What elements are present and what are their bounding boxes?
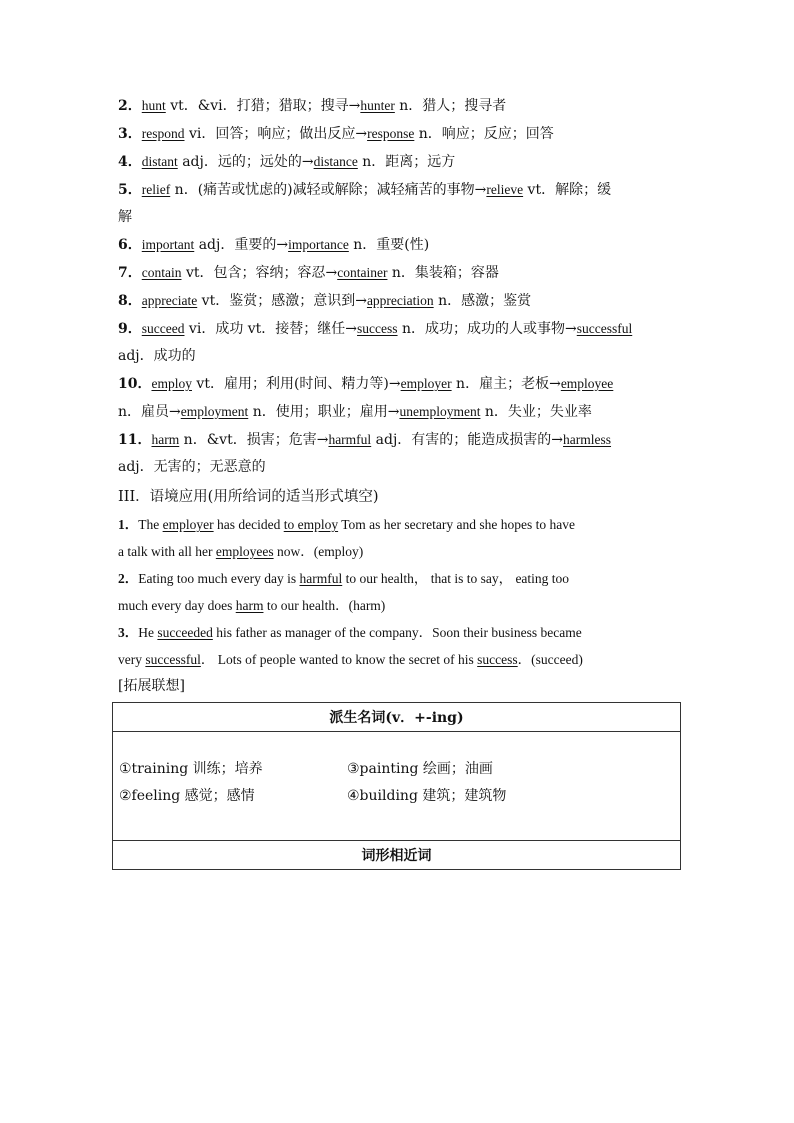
answer-blank: successful — [145, 652, 201, 667]
answer-blank: importance — [288, 237, 349, 252]
definition: vt．鉴赏；感激；意识到→ — [197, 293, 367, 309]
definition: adj．重要的→ — [194, 237, 289, 253]
definition: vt．包含；容纳；容忍→ — [181, 265, 338, 281]
definition: n．重要(性) — [348, 237, 430, 253]
answer-blank: success — [477, 652, 518, 667]
vocab-item-6 — [118, 231, 678, 259]
sentence-3-cont: very successful． Lots of people wanted to know the secret of his success．(succeed) — [118, 652, 583, 667]
definition: adj．远的；远处的→ — [177, 154, 314, 170]
answer-blank: employ — [151, 376, 192, 391]
table-body — [113, 732, 681, 841]
vocab-item-11 — [118, 426, 678, 454]
answer-blank: distant — [141, 154, 178, 169]
definition: n．&vt．损害；危害→ — [179, 432, 329, 448]
definition: n．集装箱；容器 — [387, 265, 499, 281]
vocab-item-10-cont — [118, 398, 678, 426]
answer-blank: harmless — [563, 432, 612, 447]
item-number: 5． — [118, 182, 142, 198]
vocab-item-5 — [118, 176, 678, 204]
vocab-item-3 — [118, 120, 678, 148]
answer-blank: harm — [235, 598, 264, 613]
table-column-right — [347, 756, 575, 810]
answer-blank: container — [337, 265, 388, 280]
vocab-item-7 — [118, 259, 678, 287]
definition: n．(痛苦或忧虑的)减轻或解除；减轻痛苦的事物→ — [170, 182, 487, 198]
answer-blank: important — [141, 237, 195, 252]
answer-blank: response — [367, 126, 415, 141]
item-number: 3． — [118, 126, 142, 142]
vocab-item-2 — [118, 92, 678, 120]
definition: 解 — [118, 209, 132, 225]
word-table — [112, 702, 681, 870]
definition: n．失业；失业率 — [480, 404, 592, 420]
definition: n．雇主；老板→ — [451, 376, 561, 392]
item-number: 11． — [118, 432, 152, 448]
sentence-3: 3．He succeeded his father as manager of the company．Soon their business became — [118, 625, 582, 640]
document-page — [118, 92, 678, 870]
list-item: ③painting 绘画；油画 — [347, 761, 493, 777]
answer-blank: harmful — [328, 432, 372, 447]
definition: vi．成功 vt．接替；继任→ — [184, 321, 358, 337]
item-number: 10． — [118, 376, 152, 392]
definition: adj．成功的 — [118, 348, 196, 364]
answer-blank: employment — [180, 404, 249, 419]
vocab-item-9-cont — [118, 343, 678, 370]
definition: n．使用；职业；雇用→ — [248, 404, 400, 420]
vocab-item-8 — [118, 287, 678, 315]
extension-label: [拓展联想] — [118, 678, 185, 694]
list-item: ②feeling 感觉；感情 — [119, 788, 255, 804]
definition: n．感激；鉴赏 — [433, 293, 532, 309]
answer-blank: employee — [560, 376, 614, 391]
answer-blank: successful — [576, 321, 633, 336]
answer-blank: hunter — [360, 98, 395, 113]
item-number: 8． — [118, 293, 142, 309]
answer-blank: harmful — [299, 571, 343, 586]
definition: vi．回答；响应；做出反应→ — [184, 126, 368, 142]
definition: vt．解除；缓 — [523, 182, 612, 198]
list-item: ①training 训练；培养 — [119, 761, 263, 777]
sentence-1: 1．The employer has decided to employ Tom as her secretary and she hopes to have — [118, 517, 575, 532]
sentence-1-cont: a talk with all her employees now．(employ) — [118, 544, 364, 559]
vocab-item-10 — [118, 370, 678, 398]
list-item: ④building 建筑；建筑物 — [347, 788, 507, 804]
item-number: 4． — [118, 154, 142, 170]
definition: n．猎人；搜寻者 — [394, 98, 507, 114]
vocab-item-4 — [118, 148, 678, 176]
answer-blank: employer — [162, 517, 214, 532]
answer-blank: respond — [141, 126, 185, 141]
answer-blank: appreciation — [366, 293, 434, 308]
answer-blank: succeed — [141, 321, 185, 336]
answer-blank: succeeded — [157, 625, 213, 640]
vocab-item-11-cont — [118, 454, 678, 481]
answer-blank: distance — [313, 154, 358, 169]
item-number: 7． — [118, 265, 142, 281]
answer-blank: appreciate — [141, 293, 198, 308]
definition: adj．无害的；无恶意的 — [118, 459, 266, 475]
answer-blank: employer — [400, 376, 452, 391]
table-header-derived-nouns: 派生名词(v．+-ing) — [113, 703, 681, 732]
definition: n．距离；远方 — [357, 154, 456, 170]
vocab-item-9 — [118, 315, 678, 343]
table-header-similar-words: 词形相近词 — [113, 841, 681, 870]
table-column-left — [119, 756, 347, 810]
item-number: 6． — [118, 237, 142, 253]
definition: vt．&vi．打猎；猎取；搜寻→ — [165, 98, 361, 114]
answer-blank: unemployment — [399, 404, 481, 419]
answer-blank: employees — [215, 544, 274, 559]
answer-blank: relief — [141, 182, 171, 197]
item-number: 2． — [118, 98, 142, 114]
definition: adj．有害的；能造成损害的→ — [371, 432, 564, 448]
definition: n．响应；反应；回答 — [414, 126, 554, 142]
definition: vt．雇用；利用(时间、精力等)→ — [191, 376, 401, 392]
sentence-2-cont: much every day does harm to our health．(harm) — [118, 598, 386, 613]
answer-blank: success — [357, 321, 398, 336]
answer-blank: harm — [151, 432, 180, 447]
item-number: 9． — [118, 321, 142, 337]
answer-blank: hunt — [141, 98, 166, 113]
definition: n．成功；成功的人或事物→ — [397, 321, 577, 337]
answer-blank: relieve — [486, 182, 524, 197]
sentence-2: 2．Eating too much every day is harmful to our health， that is to say， eating too — [118, 571, 570, 586]
vocab-item-5-cont — [118, 204, 678, 231]
answer-blank: contain — [141, 265, 182, 280]
answer-blank: to employ — [283, 517, 339, 532]
section-heading: III．语境应用(用所给词的适当形式填空) — [118, 489, 379, 505]
definition: n．雇员→ — [118, 404, 181, 420]
